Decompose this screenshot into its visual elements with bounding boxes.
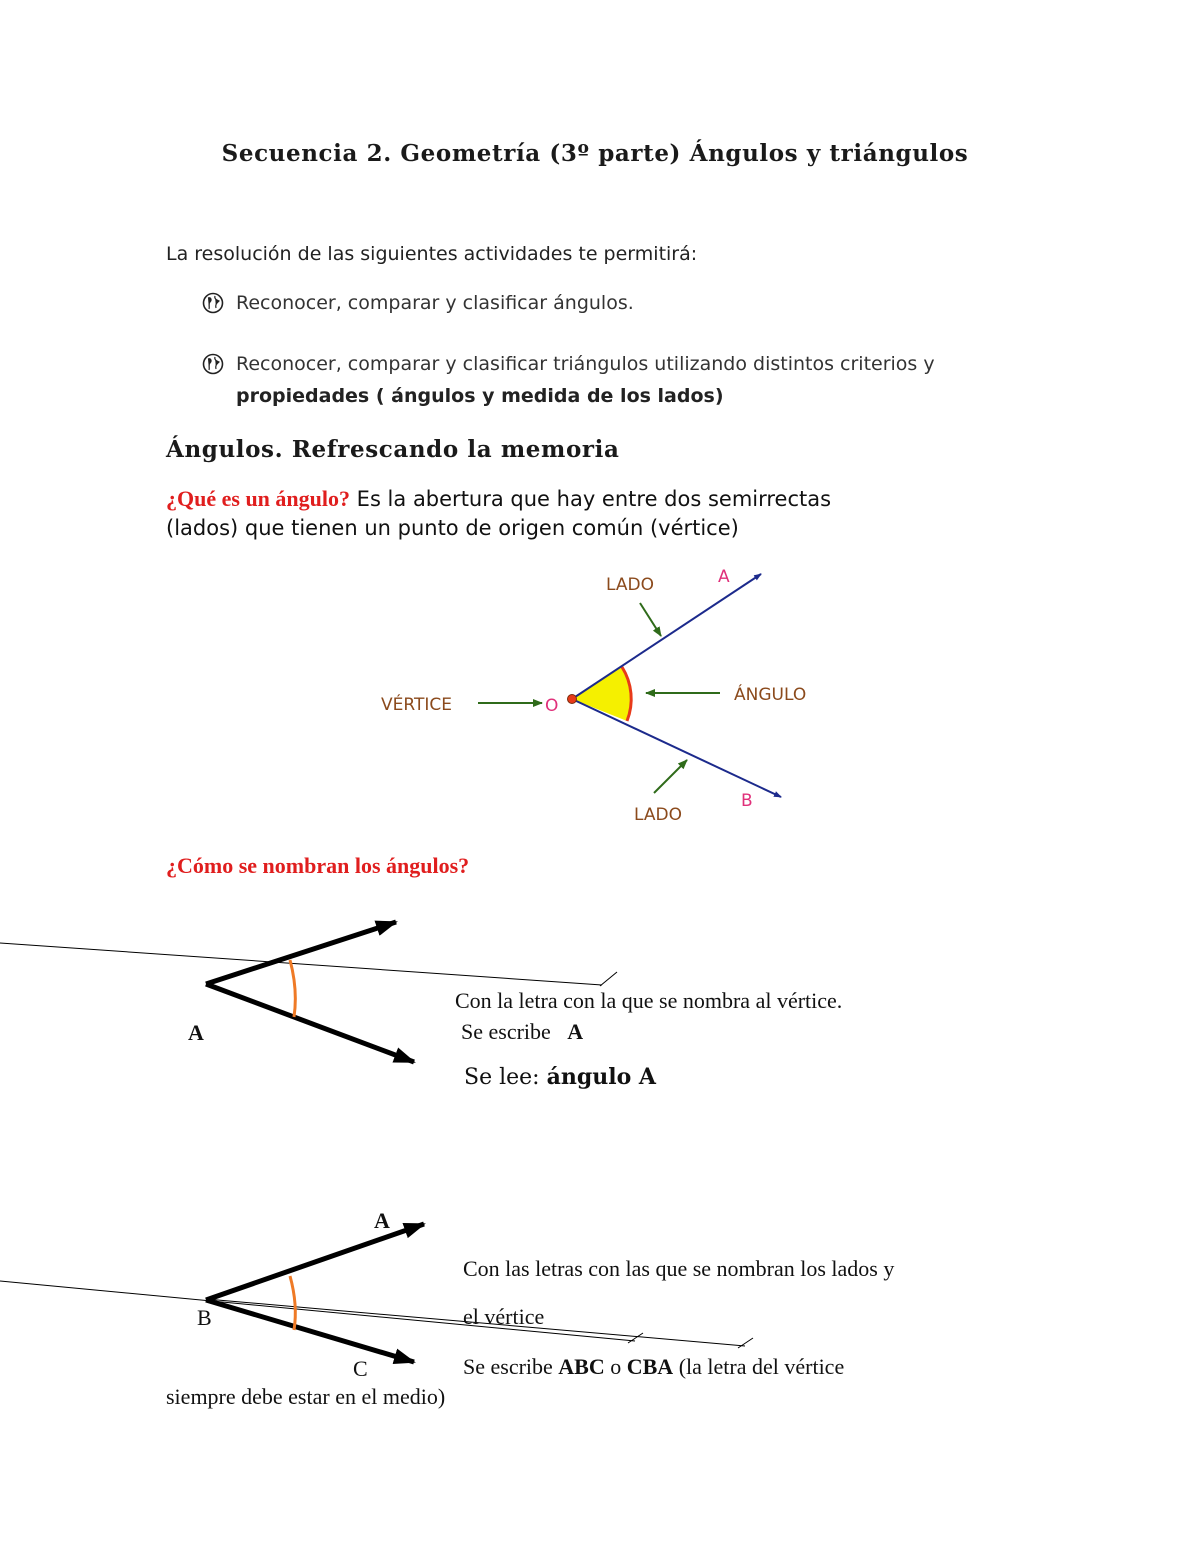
- definition-answer: Es la abertura que hay entre dos semirrectas: [350, 487, 832, 511]
- naming-question: ¿Cómo se nombran los ángulos?: [166, 853, 470, 878]
- pointer-lado-bottom: [654, 760, 687, 793]
- example1-read-value: ángulo A: [546, 1064, 656, 1090]
- objective-text-2-cont: propiedades ( ángulos y medida de los lados): [236, 385, 724, 407]
- example2-write-prefix: Se escribe: [463, 1354, 559, 1379]
- intro-text: La resolución de las siguientes actividades te permitirá:: [166, 243, 698, 265]
- ray-ob: [572, 699, 781, 797]
- example1-ray-up: [206, 922, 396, 984]
- example2-label-c: C: [353, 1356, 368, 1381]
- example1-orange-arc: [290, 960, 295, 1017]
- section-heading: Ángulos. Refrescando la memoria: [166, 436, 620, 463]
- example1-write-value: A: [567, 1019, 584, 1044]
- objective-text-1: Reconocer, comparar y clasificar ángulos.: [236, 292, 634, 314]
- ray-oa: [572, 574, 761, 699]
- vertex-point: [568, 695, 577, 704]
- example2-write-cba: CBA: [626, 1354, 674, 1379]
- label-vertice: VÉRTICE: [381, 695, 452, 715]
- pointer-lado-top: [640, 603, 661, 636]
- example2-guide-tick-2: [738, 1338, 753, 1348]
- example1-line-1: Con la letra con la que se nombra al vértice.: [455, 988, 843, 1013]
- objective-text-2: Reconocer, comparar y clasificar triángulos utilizando distintos criterios y: [236, 353, 935, 375]
- label-o: O: [545, 696, 559, 716]
- example2-write-suffix: (la letra del vértice: [673, 1354, 845, 1379]
- label-angulo: ÁNGULO: [734, 685, 807, 705]
- example1-line-3: [464, 1064, 656, 1090]
- example1-line-2: [461, 1019, 583, 1045]
- label-lado-top: LADO: [606, 575, 654, 595]
- example2-line-2: el vértice: [463, 1304, 545, 1329]
- example2-line-4: siempre debe estar en el medio): [166, 1384, 446, 1409]
- example2-line-1: Con las letras con las que se nombran los lados y: [463, 1256, 895, 1281]
- example1-read-prefix: Se lee:: [464, 1065, 547, 1090]
- page-title: Secuencia 2. Geometría (3º parte) Ángulos y triángulos: [221, 140, 969, 167]
- example2-write-abc: ABC: [558, 1354, 605, 1379]
- example1-vertex-label: A: [188, 1020, 204, 1045]
- example2-label-b: B: [197, 1305, 212, 1330]
- example1-guide-line: [0, 943, 602, 985]
- label-b: B: [741, 791, 753, 811]
- example2-orange-arc: [290, 1276, 295, 1330]
- label-lado-bottom: LADO: [634, 805, 682, 825]
- example2-ray-down: [206, 1300, 414, 1362]
- example2-write-or: o: [604, 1354, 627, 1379]
- example1-ray-down: [206, 984, 414, 1062]
- example2-ray-up: [206, 1224, 424, 1300]
- example1-write-prefix: Se escribe: [461, 1019, 551, 1044]
- definition-line-2: (lados) que tienen un punto de origen común (vértice): [166, 516, 739, 540]
- example2-line-3: [463, 1354, 844, 1380]
- example2-label-a: A: [374, 1208, 390, 1233]
- example2-guide-tick-1: [628, 1333, 643, 1343]
- label-a: A: [718, 567, 730, 587]
- example1-guide-tick: [600, 972, 617, 986]
- definition-question: ¿Qué es un ángulo?: [166, 486, 350, 511]
